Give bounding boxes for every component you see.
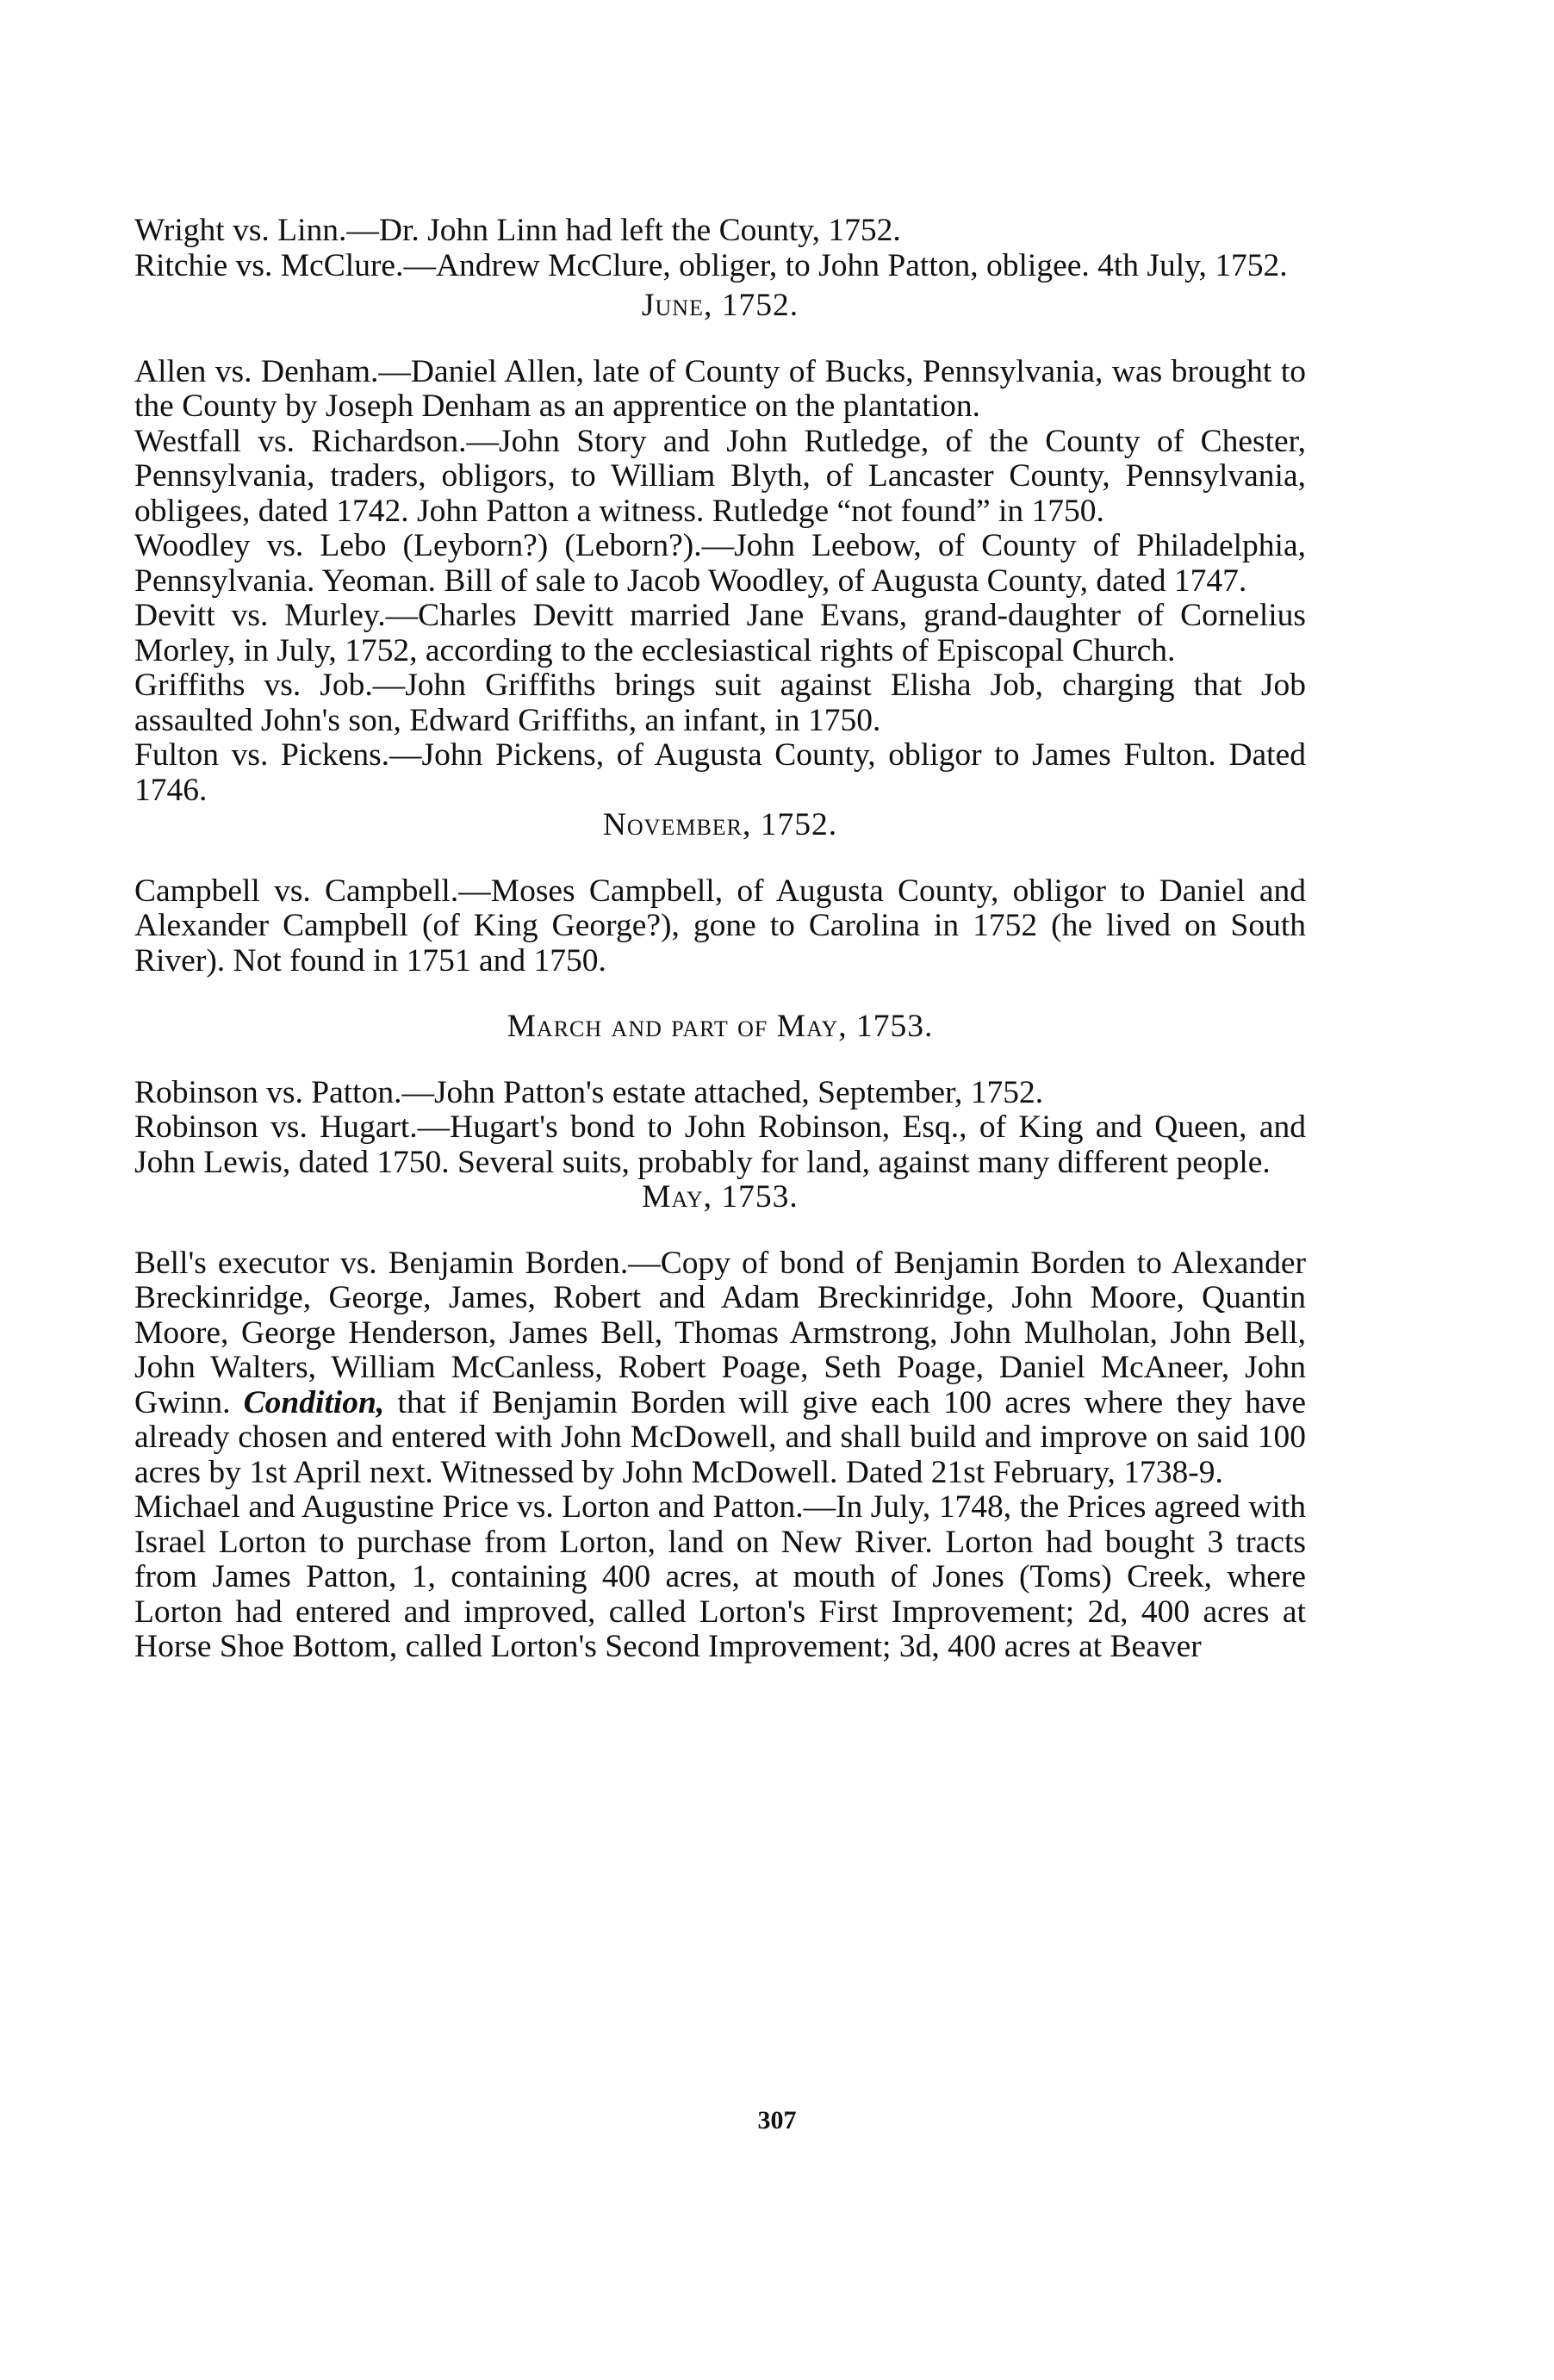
- section-heading-june-1752: June, 1752.: [641, 288, 799, 323]
- entry-robinson-vs-hugart: Robinson vs. Hugart.—Hugart's bond to John Robinson, Esq., of King and Queen, and John Lewis, dated 1750. Several suits, probably for land, against many different people.: [134, 1109, 1306, 1180]
- entry-allen-vs-denham: Allen vs. Denham.—Daniel Allen, late of County of Bucks, Pennsylvania, was brought to the County by Joseph Denham as an apprentice on the plantation.: [134, 353, 1306, 424]
- entry-text: that if Benjamin Borden will give each 100 acres where they have already chosen and entered with John McDowell, and shall build and improve on said 100 acres by 1st April next. Witnessed by John McDowell. Dated 21st February, 1738-9.: [134, 1384, 1306, 1490]
- section-heading-november-1752: November, 1752.: [602, 807, 838, 842]
- page-number: 307: [757, 2106, 797, 2135]
- entry-ritchie-vs-mcclure: Ritchie vs. McClure.—Andrew McClure, obliger, to John Patton, obligee. 4th July, 1752.: [134, 247, 1288, 283]
- entry-robinson-vs-patton: Robinson vs. Patton.—John Patton's estate attached, September, 1752.: [134, 1074, 1044, 1110]
- entry-campbell-vs-campbell: Campbell vs. Campbell.—Moses Campbell, of Augusta County, obligor to Daniel and Alexander Campbell (of King George?), gone to Carolina in 1752 (he lived on South River). Not found in 1751 and 1750.: [134, 873, 1306, 979]
- entry-text: Bell's executor vs. Benjamin Borden.—Copy of bond of Benjamin Borden to Alexander Breckinridge, George, James, Robert and Adam Breckinridge, John Moore, Quantin Moore, George Henderson, James Bell, Thomas Armstrong, John Mulholan, John Bell, John Walters, William McCanless, Robert Poage, Seth Poage, Daniel McAneer, John Gwinn.: [134, 1245, 1306, 1420]
- entry-wright-vs-linn: Wright vs. Linn.—Dr. John Linn had left the County, 1752.: [134, 213, 901, 248]
- entry-devitt-vs-murley: Devitt vs. Murley.—Charles Devitt married Jane Evans, grand-daughter of Cornelius Morley, in July, 1752, according to the ecclesiastical rights of Episcopal Church.: [134, 598, 1306, 668]
- entry-westfall-vs-richardson: Westfall vs. Richardson.—John Story and John Rutledge, of the County of Chester, Pennsylvania, traders, obligors, to William Blyth, of Lancaster County, Pennsylvania, obligees, dated 1742. John Patton a witness. Rutledge “not found” in 1750.: [134, 423, 1306, 529]
- entry-fulton-vs-pickens: Fulton vs. Pickens.—John Pickens, of Augusta County, obligor to James Fulton. Dated 1746.: [134, 737, 1306, 808]
- section-heading-march-may-1753: March and part of May, 1753.: [507, 1009, 934, 1044]
- section-heading-may-1753: May, 1753.: [642, 1179, 799, 1215]
- condition-emphasis: Condition,: [243, 1384, 385, 1420]
- page-body: [134, 214, 1306, 1665]
- entry-price-vs-lorton-and-patton: Michael and Augustine Price vs. Lorton and Patton.—In July, 1748, the Prices agreed with Israel Lorton to purchase from Lorton, land on New River. Lorton had bought 3 tracts from James Patton, 1, containing 400 acres, at mouth of Jones (Toms) Creek, where Lorton had entered and improved, called Lorton's First Improvement; 2d, 400 acres at Horse Shoe Bottom, called Lorton's Second Improvement; 3d, 400 acres at Beaver: [134, 1489, 1306, 1664]
- entry-woodley-vs-lebo: Woodley vs. Lebo (Leyborn?) (Leborn?).—John Leebow, of County of Philadelphia, Pennsylvania. Yeoman. Bill of sale to Jacob Woodley, of Augusta County, dated 1747.: [134, 528, 1306, 599]
- entry-griffiths-vs-job: Griffiths vs. Job.—John Griffiths brings suit against Elisha Job, charging that Job assaulted John's son, Edward Griffiths, an infant, in 1750.: [134, 668, 1306, 738]
- entry-bells-executor-vs-borden: [134, 1246, 1306, 1491]
